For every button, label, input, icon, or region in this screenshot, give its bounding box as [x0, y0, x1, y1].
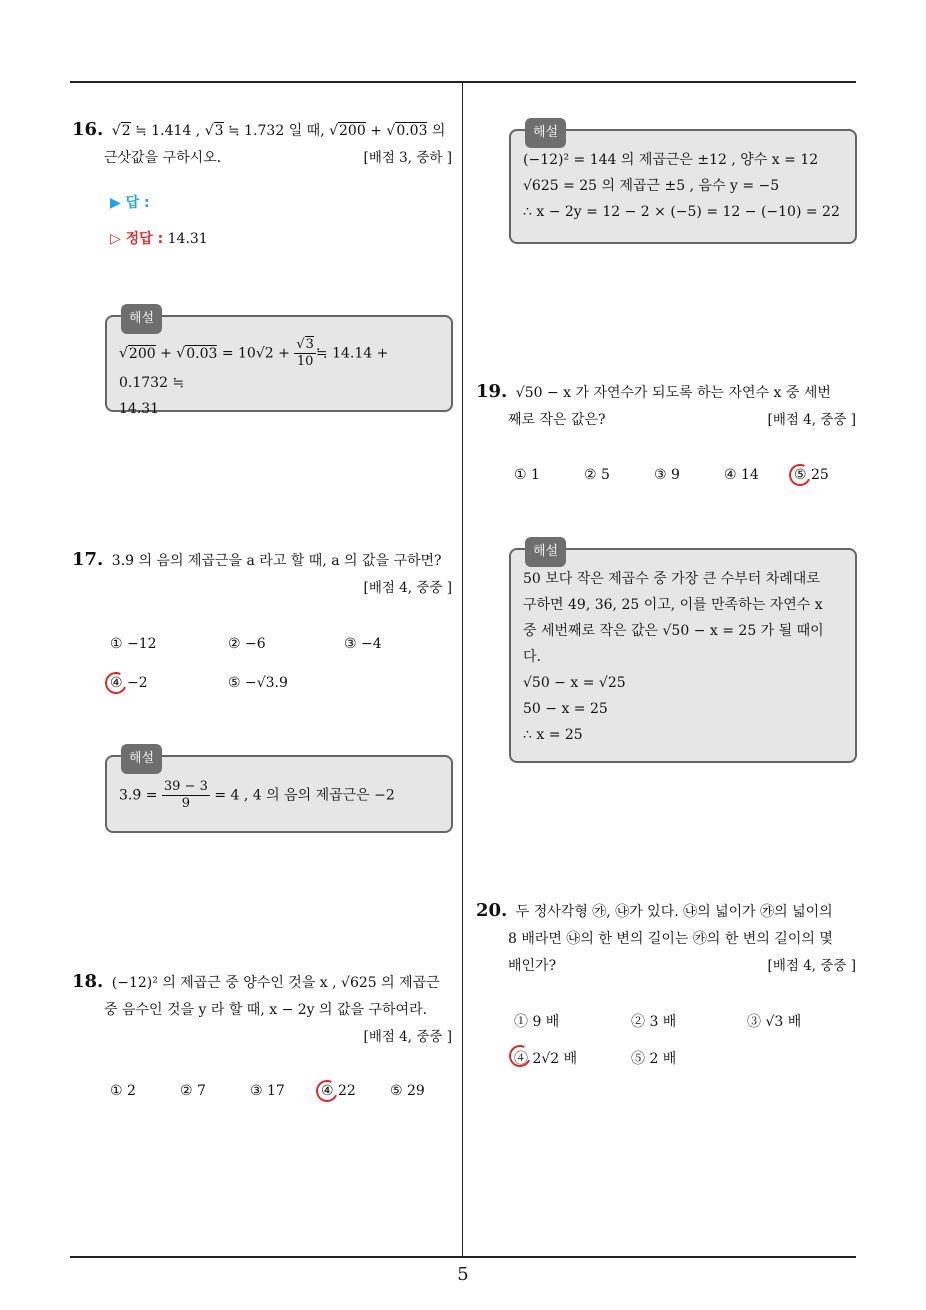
choice-1[interactable]: ① 2	[110, 1083, 136, 1099]
choice-5[interactable]: ⑤ 2 배	[631, 1051, 677, 1067]
selected-circle	[786, 461, 814, 489]
solution-tag: 해설	[121, 304, 162, 334]
choice-2[interactable]: ② 5	[584, 467, 610, 483]
question-number: 17.	[72, 549, 104, 570]
selected-circle	[102, 669, 130, 697]
top-rule	[70, 81, 856, 83]
question-text-line2: 째로 작은 값은?	[508, 412, 606, 428]
question-text-line2: 근삿값을 구하시오.	[104, 150, 222, 166]
question-17	[72, 546, 452, 602]
question-19	[476, 378, 856, 434]
column-divider	[462, 83, 463, 1257]
solution-box-19: 해설 50 보다 작은 제곱수 중 가장 큰 수부터 차례대로 구하면 49, 36, 25 이고, 이를 만족하는 자연수 x 중 세번째로 작은 값은 √50 − x = 25 가 될 때이 다. √50 − x = √25 50 − x = 25 ∴ x = 25	[509, 548, 857, 763]
score: [배점 4, 중중 ]	[363, 1029, 452, 1045]
page-number: 5	[457, 1264, 469, 1285]
question-number: 19.	[476, 381, 508, 402]
choice-4[interactable]: ④ −2	[110, 675, 148, 691]
correct-answer: ▷ 정답 : 14.31	[110, 231, 208, 247]
bottom-rule	[70, 1256, 856, 1258]
score: [배점 3, 중하 ]	[363, 150, 452, 166]
choice-2[interactable]: ② 7	[180, 1083, 206, 1099]
question-text-line2: 중 음수인 것을 y 라 할 때, x − 2y 의 값을 구하여라.	[104, 1002, 428, 1018]
choice-1[interactable]: ① 1	[514, 467, 540, 483]
question-text: 3.9̇ 의 음의 제곱근을 a 라고 할 때, a 의 값을 구하면?	[111, 553, 442, 569]
answer-field[interactable]: ▶ 답 :	[110, 195, 150, 211]
solution-tag: 해설	[525, 537, 566, 567]
solution-box-16: 해설 √200 + √0.03 = 10√2 + $\frac{√3}{10}$ ≒ 14.14 + 0.1732 ≒ 14.31	[105, 315, 453, 412]
choice-4[interactable]: ④ 14	[724, 467, 759, 483]
choice-4[interactable]: ④ 22	[321, 1083, 356, 1099]
question-text-line2: 8 배라면 ㉯의 한 변의 길이는 ㉮의 한 변의 길이의 몇	[508, 931, 833, 947]
selected-circle	[313, 1077, 341, 1105]
choice-3[interactable]: ③ 9	[654, 467, 680, 483]
score: [배점 4, 중중 ]	[363, 580, 452, 596]
choice-1[interactable]: ① 9 배	[514, 1014, 560, 1030]
choice-5[interactable]: ⑤ 25	[794, 467, 829, 483]
question-number: 18.	[72, 971, 104, 992]
choice-2[interactable]: ② −6	[228, 636, 266, 652]
choice-4[interactable]: ④ 2√2 배	[514, 1048, 577, 1068]
choice-1[interactable]: ① −12	[110, 636, 157, 652]
solution-tag: 해설	[525, 118, 566, 148]
choice-5[interactable]: ⑤ 29	[390, 1083, 425, 1099]
question-number: 16.	[72, 119, 104, 140]
choice-3[interactable]: ③ 17	[250, 1083, 285, 1099]
solution-tag: 해설	[121, 744, 162, 774]
choice-3[interactable]: ③ √3 배	[747, 1014, 802, 1030]
question-text-line1: √50 − x 가 자연수가 되도록 하는 자연수 x 중 세번	[515, 385, 831, 401]
score: [배점 4, 중중 ]	[767, 412, 856, 428]
question-16	[72, 116, 452, 172]
question-text-line1: (−12)² 의 제곱근 중 양수인 것을 x , √625 의 제곱근	[111, 975, 440, 991]
solution-box-17: 해설 3.9̇ = $\frac{39 - 3}{9}$ = 4 , 4 의 음의 제곱근은 −2	[105, 755, 453, 833]
score: [배점 4, 중중 ]	[767, 958, 856, 974]
question-20	[476, 897, 856, 980]
choice-2[interactable]: ② 3 배	[631, 1014, 677, 1030]
question-text-line1: 두 정사각형 ㉮, ㉯가 있다. ㉯의 넓이가 ㉮의 넓이의	[515, 904, 833, 920]
choice-3[interactable]: ③ −4	[344, 636, 382, 652]
choice-5[interactable]: ⑤ −√3.9	[228, 675, 288, 691]
question-text-line3: 배인가?	[508, 958, 557, 974]
solution-box-18: 해설 (−12)² = 144 의 제곱근은 ±12 , 양수 x = 12 √625 = 25 의 제곱근 ±5 , 음수 y = −5 ∴ x − 2y = 12 − 2 × (−5) = 12 − (−10) = 22	[509, 129, 857, 244]
question-text: √2 ≒ 1.414 , √3 ≒ 1.732 일 때, √200 + √0.03 의	[111, 123, 446, 139]
question-number: 20.	[476, 900, 508, 921]
question-18	[72, 968, 452, 1051]
